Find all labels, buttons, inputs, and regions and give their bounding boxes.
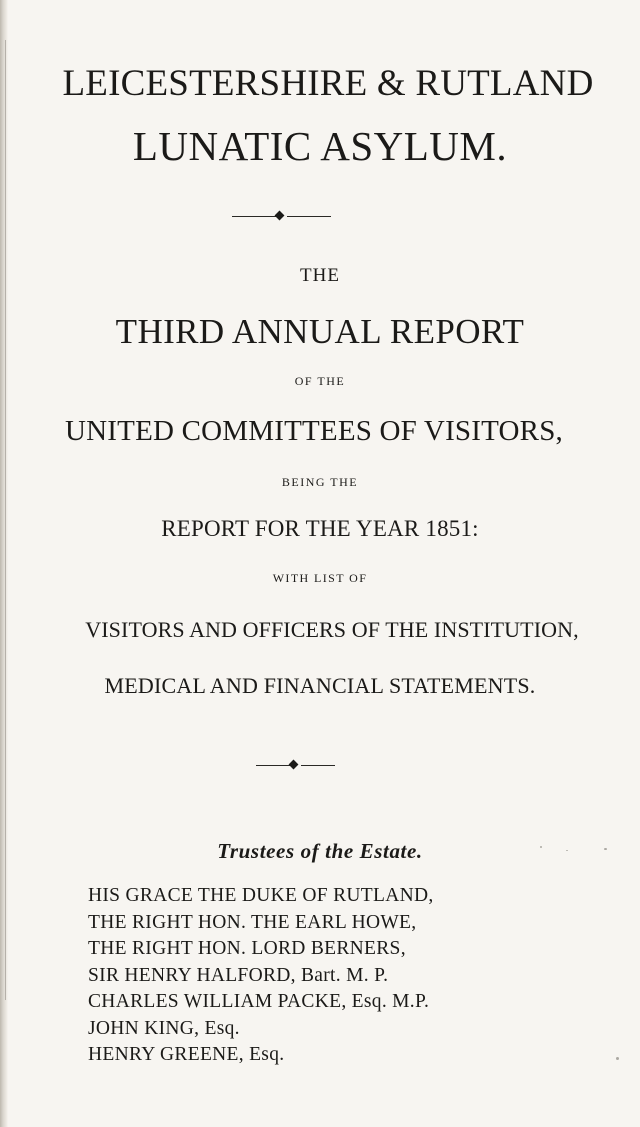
paper-speck bbox=[604, 848, 607, 850]
connector-with-list-of: WITH LIST OF bbox=[272, 571, 368, 585]
trustee-item: JOHN KING, Esq. bbox=[88, 1017, 240, 1039]
trustee-item: SIR HENRY HALFORD, Bart. M. P. bbox=[88, 964, 389, 986]
statements-line: MEDICAL AND FINANCIAL STATEMENTS. bbox=[104, 673, 536, 698]
report-title: THIRD ANNUAL REPORT bbox=[115, 312, 525, 351]
visitors-officers-line: VISITORS AND OFFICERS OF THE INSTITUTION, bbox=[85, 617, 579, 642]
paper-speck bbox=[616, 1057, 619, 1060]
trustee-item: THE RIGHT HON. LORD BERNERS, bbox=[88, 938, 406, 959]
trustees-heading: Trustees of the Estate. bbox=[217, 839, 423, 863]
connector-of-the: OF THE bbox=[294, 374, 346, 388]
trustee-item: HENRY GREENE, Esq. bbox=[88, 1044, 285, 1065]
connector-being-the: BEING THE bbox=[281, 475, 359, 489]
paper-speck bbox=[540, 846, 542, 848]
paper-speck bbox=[566, 850, 568, 851]
report-year: REPORT FOR THE YEAR 1851: bbox=[161, 516, 479, 541]
institution-subtitle: LUNATIC ASYLUM. bbox=[132, 123, 508, 169]
trustee-item: CHARLES WILLIAM PACKE, Esq. M.P. bbox=[88, 991, 430, 1012]
institution-title: LEICESTERSHIRE & RUTLAND bbox=[62, 63, 594, 104]
report-article: THE bbox=[300, 265, 340, 286]
trustees-list bbox=[88, 883, 434, 1069]
trustee-item: HIS GRACE THE DUKE OF RUTLAND, bbox=[88, 885, 434, 906]
committees-heading: UNITED COMMITTEES OF VISITORS, bbox=[65, 415, 563, 447]
trustee-item: THE RIGHT HON. THE EARL HOWE, bbox=[88, 911, 417, 933]
